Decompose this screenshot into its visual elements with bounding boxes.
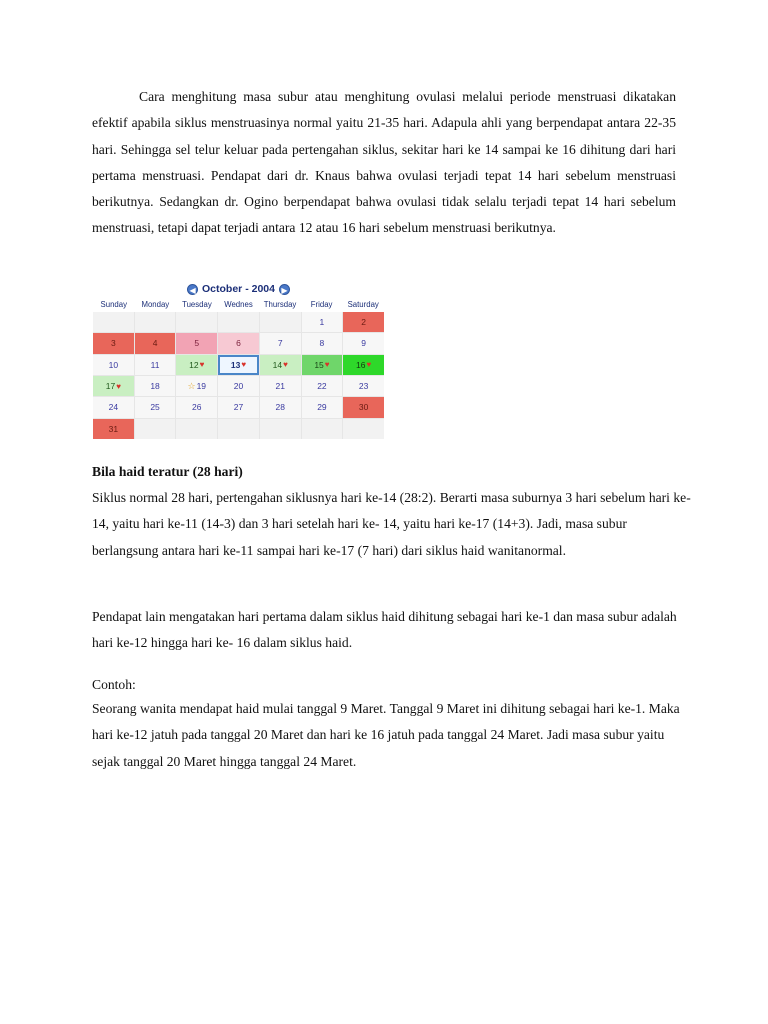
heart-icon: ♥ bbox=[366, 360, 372, 370]
calendar-day-number: 3 bbox=[110, 338, 116, 349]
calendar-day-number: 15 bbox=[314, 359, 324, 370]
calendar-day-number: 11 bbox=[150, 359, 160, 370]
calendar-day-number: 16 bbox=[356, 359, 366, 370]
calendar-day-cell[interactable] bbox=[135, 355, 176, 375]
calendar-day-number: 31 bbox=[108, 423, 119, 434]
calendar-day-number: 4 bbox=[152, 338, 158, 349]
regular-cycle-paragraph: Siklus normal 28 hari, pertengahan siklusnya hari ke-14 (28:2). Berarti masa suburnya 3 hari sebelum hari ke-14, yaitu hari ke-11 (14-3) dan 3 hari setelah hari ke- 14, yaitu hari ke-17 (14+3). Jadi, masa subur berlangsung antara hari ke-11 sampai hari ke-17 (7 hari) dari siklus haid wanitanormal. bbox=[92, 490, 691, 558]
calendar-empty-cell bbox=[343, 419, 384, 439]
calendar-day-number: 7 bbox=[277, 338, 283, 349]
calendar-day-cell[interactable] bbox=[260, 376, 301, 396]
calendar-day-cell[interactable] bbox=[260, 355, 301, 375]
calendar-day-number: 29 bbox=[317, 402, 327, 413]
calendar-day-cell[interactable] bbox=[218, 397, 259, 417]
calendar-day-cell[interactable] bbox=[343, 376, 384, 396]
calendar-day-number: 1 bbox=[319, 317, 325, 328]
calendar-day-cell[interactable] bbox=[135, 376, 176, 396]
weekday-label: Monday bbox=[141, 300, 170, 309]
calendar-day-cell[interactable] bbox=[343, 397, 384, 417]
calendar-day-cell[interactable] bbox=[176, 333, 217, 353]
calendar-day-cell[interactable] bbox=[302, 376, 343, 396]
calendar-day-cell[interactable] bbox=[302, 355, 343, 375]
calendar-day-cell[interactable] bbox=[218, 376, 259, 396]
calendar-day-cell[interactable] bbox=[93, 333, 134, 353]
calendar-day-number: 2 bbox=[361, 317, 366, 328]
calendar-day-cell[interactable] bbox=[176, 397, 217, 417]
calendar-day-cell[interactable] bbox=[93, 376, 134, 396]
calendar-day-cell[interactable] bbox=[218, 333, 259, 353]
calendar-day-number: 27 bbox=[233, 402, 244, 413]
heart-icon: ♥ bbox=[199, 360, 205, 370]
calendar-day-cell[interactable] bbox=[260, 333, 301, 353]
calendar-day-number: 30 bbox=[358, 402, 369, 413]
weekday-label: Tuesday bbox=[182, 300, 212, 309]
calendar-day-number: 28 bbox=[275, 402, 285, 413]
calendar-day-cell[interactable] bbox=[93, 355, 134, 375]
calendar-day-number: 19 bbox=[196, 381, 207, 392]
intro-paragraph bbox=[92, 84, 676, 242]
arrow-left-icon[interactable]: ◀ bbox=[187, 284, 198, 295]
calendar-day-cell[interactable] bbox=[218, 355, 259, 375]
example-label: Contoh: bbox=[92, 677, 136, 692]
calendar-day-cell[interactable] bbox=[343, 333, 384, 353]
weekday-label: Wednes bbox=[224, 300, 253, 309]
calendar-day-cell[interactable] bbox=[176, 355, 217, 375]
calendar-day-number: 20 bbox=[233, 381, 244, 392]
example-paragraph: Seorang wanita mendapat haid mulai tanggal 9 Maret. Tanggal 9 Maret ini dihitung sebagai hari ke-1. Maka hari ke-12 jatuh pada tanggal 20 Maret dan hari ke 16 jatuh pada tanggal 24 Maret. Jadi masa subur yaitu sejak tanggal 20 Maret hingga tanggal 24 Maret. bbox=[92, 701, 680, 769]
calendar-day-number: 21 bbox=[275, 381, 285, 392]
calendar-day-cell[interactable] bbox=[302, 333, 343, 353]
calendar bbox=[93, 281, 384, 439]
calendar-day-cell[interactable] bbox=[343, 355, 384, 375]
calendar-empty-cell bbox=[302, 419, 343, 439]
calendar-day-number: 10 bbox=[108, 359, 119, 370]
calendar-header bbox=[93, 281, 384, 297]
calendar-day-cell[interactable] bbox=[93, 397, 134, 417]
calendar-empty-cell bbox=[176, 419, 217, 439]
section-heading: Bila haid teratur (28 hari) bbox=[92, 464, 243, 479]
calendar-empty-cell bbox=[218, 312, 259, 332]
calendar-empty-cell bbox=[260, 419, 301, 439]
calendar-day-cell[interactable] bbox=[343, 312, 384, 332]
alternate-opinion-paragraph: Pendapat lain mengatakan hari pertama dalam siklus haid dihitung sebagai hari ke-1 dan masa subur adalah hari ke-12 hingga hari ke- 16 dalam siklus haid. bbox=[92, 609, 677, 651]
weekday-label: Friday bbox=[310, 300, 333, 309]
heart-icon: ♥ bbox=[324, 360, 330, 370]
calendar-day-number: 8 bbox=[319, 338, 325, 349]
heart-icon: ♥ bbox=[241, 360, 247, 370]
star-icon: ☆ bbox=[187, 380, 196, 391]
weekday-label: Saturday bbox=[347, 300, 379, 309]
heart-icon: ♥ bbox=[116, 381, 121, 391]
heart-icon: ♥ bbox=[283, 360, 288, 370]
calendar-empty-cell bbox=[260, 312, 301, 332]
calendar-day-number: 24 bbox=[108, 402, 119, 413]
calendar-day-cell[interactable] bbox=[302, 312, 343, 332]
calendar-day-number: 18 bbox=[150, 381, 160, 392]
calendar-day-number: 12 bbox=[189, 359, 199, 370]
calendar-day-number: 5 bbox=[194, 338, 200, 349]
calendar-day-cell[interactable] bbox=[135, 333, 176, 353]
weekday-label: Thursday bbox=[263, 300, 297, 309]
calendar-empty-cell bbox=[93, 312, 134, 332]
calendar-day-number: 13 bbox=[230, 359, 241, 370]
calendar-title: October - 2004 bbox=[202, 283, 275, 295]
calendar-empty-cell bbox=[135, 312, 176, 332]
intro-paragraph-text: Cara menghitung masa subur atau menghitung ovulasi melalui periode menstruasi dikatakan efektif apabila siklus menstruasinya normal yaitu 21-35 hari. Adapula ahli yang berpendapat antara 22-35 hari. Sehingga sel telur keluar pada pertengahan siklus, sekitar hari ke 14 sampai ke 16 dihitung dari hari pertama menstruasi. Pendapat dari dr. Knaus bahwa ovulasi terjadi tepat 14 hari sebelum menstruasi berikutnya. Sedangkan dr. Ogino berpendapat bahwa ovulasi tidak selalu terjadi tepat 14 hari sebelum menstruasi, tetapi dapat terjadi antara 12 atau 16 hari sebelum menstruasi berikutnya. bbox=[92, 89, 676, 236]
calendar-empty-cell bbox=[218, 419, 259, 439]
calendar-day-number: 23 bbox=[358, 381, 369, 392]
calendar-day-number: 9 bbox=[361, 338, 366, 349]
arrow-right-icon[interactable]: ▶ bbox=[279, 284, 290, 295]
calendar-day-number: 22 bbox=[317, 381, 327, 392]
calendar-empty-cell bbox=[176, 312, 217, 332]
weekday-label: Sunday bbox=[100, 300, 127, 309]
weekday-row bbox=[93, 298, 384, 312]
calendar-day-number: 6 bbox=[236, 338, 241, 349]
calendar-empty-cell bbox=[135, 419, 176, 439]
calendar-day-cell[interactable] bbox=[302, 397, 343, 417]
calendar-day-cell[interactable] bbox=[93, 419, 134, 439]
calendar-grid bbox=[93, 312, 384, 439]
calendar-day-cell[interactable] bbox=[260, 397, 301, 417]
calendar-day-cell[interactable] bbox=[176, 376, 217, 396]
calendar-day-number: 14 bbox=[272, 359, 283, 370]
calendar-day-number: 25 bbox=[150, 402, 160, 413]
calendar-day-number: 17 bbox=[105, 381, 116, 392]
calendar-day-number: 26 bbox=[192, 402, 202, 413]
calendar-day-cell[interactable] bbox=[135, 397, 176, 417]
